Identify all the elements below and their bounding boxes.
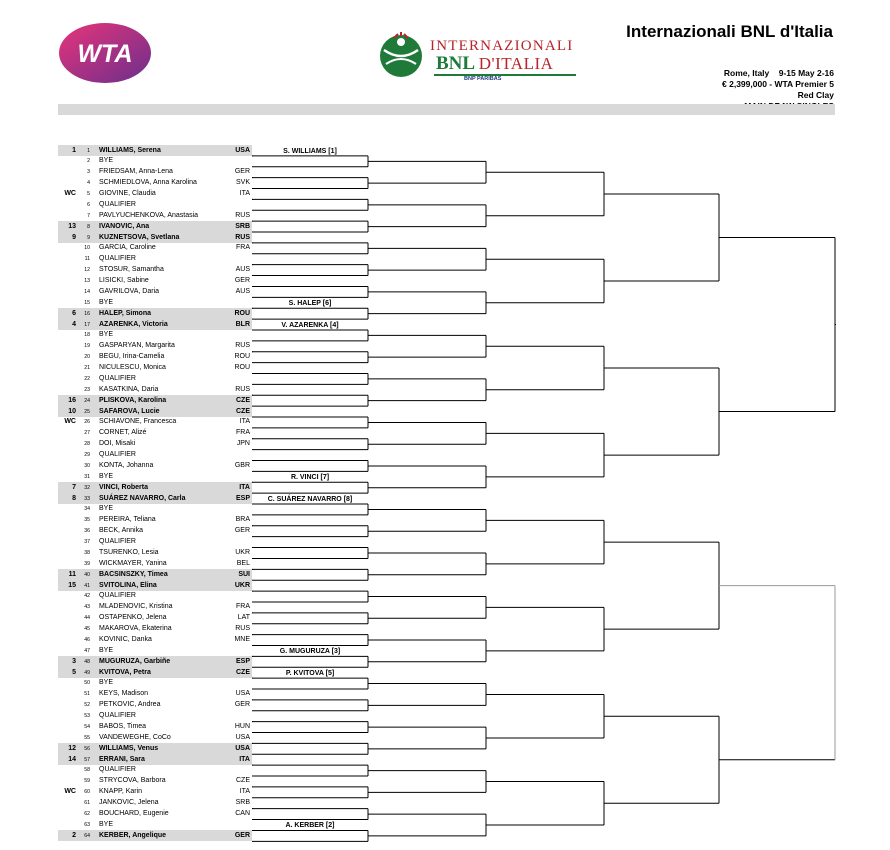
player-name: GARCIA, Caroline (99, 244, 156, 252)
player-name: QUALIFIER (99, 712, 136, 719)
player-name: BYE (99, 505, 114, 513)
player-country: CAN (235, 809, 250, 817)
player-draw-number: 48 (84, 658, 90, 665)
player-country: GBR (234, 461, 250, 469)
player-name: QUALIFIER (99, 255, 136, 263)
player-draw-number: 42 (84, 593, 90, 600)
round1-winner-label: G. MUGURUZA [3] (279, 648, 341, 656)
player-name: OSTAPENKO, Jelena (99, 614, 167, 622)
player-draw-number: 3 (87, 169, 90, 176)
player-name: TSURENKO, Lesia (99, 548, 159, 556)
wta-logo-text: WTA (77, 40, 133, 68)
player-draw-number: 28 (84, 441, 90, 448)
player-country: GER (234, 527, 250, 535)
location-dates: Rome, Italy 9-15 May 2-16 (723, 68, 834, 78)
player-draw-number: 23 (84, 386, 90, 393)
player-draw-number: 1 (87, 147, 90, 154)
player-name: MLADENOVIC, Kristina (99, 603, 173, 611)
player-country: USA (235, 146, 250, 154)
player-name: FRIEDSAM, Anna-Lena (99, 168, 173, 176)
prize-category: € 2,399,000 - WTA Premier 5 (722, 79, 834, 89)
player-draw-number: 52 (84, 702, 90, 709)
player-seed: 9 (72, 233, 76, 241)
player-draw-number: 8 (87, 223, 90, 230)
player-country: LAT (237, 614, 250, 622)
player-seed: 5 (72, 668, 76, 676)
player-draw-number: 38 (84, 549, 90, 556)
player-name: VINCI, Roberta (99, 483, 149, 491)
player-country: GER (234, 168, 250, 176)
player-name: BYE (99, 472, 114, 480)
player-country: ESP (235, 657, 250, 665)
player-name: BACSINSZKY, Timea (99, 570, 168, 578)
player-country: FRA (236, 429, 250, 437)
player-country: CZE (236, 396, 250, 404)
player-country: ESP (235, 494, 250, 502)
player-draw-number: 4 (87, 180, 90, 187)
player-draw-number: 13 (84, 278, 90, 284)
player-country: ITA (239, 788, 250, 796)
player-draw-number: 18 (84, 332, 90, 339)
player-seed: 2 (72, 831, 76, 839)
player-country: AUS (235, 266, 250, 274)
player-draw-number: 10 (84, 245, 90, 252)
player-name: BECK, Annika (99, 527, 143, 535)
player-draw-number: 64 (84, 832, 90, 839)
player-name: ERRANI, Sara (99, 755, 145, 763)
player-draw-number: 31 (84, 473, 90, 480)
player-name: SAFAROVA, Lucie (99, 407, 160, 415)
player-name: HALEP, Simona (99, 309, 151, 317)
player-country: SRB (235, 222, 250, 230)
player-name: WILLIAMS, Venus (99, 744, 159, 752)
round1-winner-label: A. KERBER [2] (285, 822, 335, 830)
player-draw-number: 36 (84, 528, 90, 535)
player-seed: 10 (68, 407, 76, 415)
surface: Red Clay (797, 90, 834, 100)
player-country: RUS (235, 342, 250, 350)
player-name: SUÁREZ NAVARRO, Carla (99, 494, 186, 502)
player-draw-number: 2 (87, 158, 90, 165)
player-country: RUS (235, 625, 250, 632)
player-draw-number: 6 (87, 201, 90, 208)
player-country: FRA (236, 244, 250, 252)
player-draw-number: 54 (84, 723, 90, 730)
player-country: GER (234, 831, 250, 839)
player-name: BYE (99, 820, 114, 828)
bnl-logo-italia: D'ITALIA (478, 54, 554, 73)
player-name: KNAPP, Karin (99, 788, 143, 796)
player-country: SRB (235, 799, 250, 806)
player-draw-number: 39 (84, 560, 90, 567)
player-draw-number: 45 (84, 626, 90, 632)
player-draw-number: 43 (84, 604, 90, 611)
player-name: KVITOVA, Petra (99, 668, 151, 676)
player-draw-number: 27 (84, 430, 90, 437)
round1-winner-label: V. AZARENKA [4] (281, 321, 339, 329)
player-draw-number: 51 (84, 691, 90, 698)
player-draw-number: 30 (84, 462, 90, 469)
player-country: ITA (239, 755, 250, 763)
player-draw-number: 49 (84, 669, 90, 676)
player-name: SCHMIEDLOVA, Anna Karolina (99, 179, 197, 187)
player-draw-number: 57 (84, 756, 90, 763)
player-name: GIOVINE, Claudia (99, 190, 156, 197)
player-name: BABOS, Timea (99, 722, 147, 730)
player-name: MAKAROVA, Ekaterina (99, 625, 172, 632)
player-country: RUS (235, 211, 250, 219)
player-country: ROU (234, 309, 250, 317)
player-draw-number: 40 (84, 571, 90, 578)
player-name: PLISKOVA, Karolina (99, 396, 167, 404)
player-country: SUI (238, 570, 250, 578)
player-draw-number: 55 (84, 734, 90, 741)
player-draw-number: 63 (84, 821, 90, 828)
player-name: BYE (99, 679, 114, 687)
player-name: BOUCHARD, Eugenie (99, 809, 169, 817)
player-country: UKR (234, 581, 250, 589)
player-draw-number: 53 (84, 713, 90, 719)
player-draw-number: 62 (84, 810, 90, 817)
player-name: STRYCOVA, Barbora (99, 777, 166, 785)
player-country: SVK (235, 179, 250, 187)
tournament-title: Internazionali BNL d'Italia (626, 22, 833, 41)
player-name: DOI, Misaki (99, 440, 136, 448)
player-country: CZE (236, 407, 250, 415)
player-country: USA (235, 733, 250, 741)
player-name: QUALIFIER (99, 451, 136, 458)
player-name: BYE (99, 646, 114, 654)
player-draw-number: 56 (84, 745, 90, 752)
player-draw-number: 20 (84, 354, 90, 361)
player-country: MNE (234, 635, 250, 643)
player-draw-number: 58 (84, 767, 90, 774)
player-draw-number: 44 (84, 615, 90, 622)
player-name: QUALIFIER (99, 538, 136, 545)
player-name: QUALIFIER (99, 766, 136, 774)
player-draw-number: 50 (84, 680, 90, 687)
bnl-logo-bnl: BNL (436, 53, 475, 74)
player-draw-number: 21 (84, 365, 90, 371)
player-country: BEL (236, 559, 250, 567)
player-name: KOVINIC, Danka (99, 635, 152, 643)
player-seed: 6 (72, 309, 76, 317)
player-seed: 14 (68, 755, 76, 763)
player-name: SCHIAVONE, Francesca (99, 418, 177, 426)
player-name: LISICKI, Sabine (99, 277, 149, 284)
player-country: USA (235, 690, 250, 698)
player-country: BLR (235, 320, 250, 328)
player-name: BYE (99, 157, 114, 165)
player-seed: 7 (72, 483, 76, 491)
player-draw-number: 61 (84, 800, 90, 806)
player-name: KEYS, Madison (99, 690, 149, 698)
player-draw-number: 5 (87, 191, 90, 197)
player-country: ROU (234, 353, 250, 361)
player-country: JPN (236, 440, 250, 448)
player-name: KONTA, Johanna (99, 461, 154, 469)
player-seed: 4 (72, 320, 76, 328)
player-name: QUALIFIER (99, 200, 136, 208)
player-seed: 16 (68, 396, 76, 404)
player-country: BRA (235, 516, 250, 524)
player-country: CZE (236, 668, 250, 676)
player-seed: 11 (68, 570, 76, 578)
player-name: GAVRILOVA, Daria (99, 287, 160, 295)
player-country: ITA (239, 418, 250, 426)
player-name: STOSUR, Samantha (99, 266, 164, 274)
player-name: KUZNETSOVA, Svetlana (99, 233, 180, 241)
player-seed: 3 (72, 657, 76, 665)
player-country: GER (234, 277, 250, 284)
player-draw-number: 35 (84, 517, 90, 524)
player-country: CZE (236, 777, 250, 785)
player-name: PETKOVIC, Andrea (99, 701, 161, 709)
round1-winner-label: C. SUÁREZ NAVARRO [8] (267, 496, 353, 504)
player-country: USA (235, 744, 250, 752)
player-draw-number: 47 (84, 647, 90, 654)
player-draw-number: 7 (87, 212, 90, 219)
player-name: GASPARYAN, Margarita (99, 342, 175, 350)
player-draw-number: 26 (84, 419, 90, 426)
bnl-logo-line1: INTERNAZIONALI (430, 38, 574, 54)
player-seed: 12 (68, 744, 76, 752)
player-country: UKR (235, 548, 250, 556)
player-seed: 15 (68, 581, 76, 589)
player-country: GER (234, 701, 250, 709)
player-name: MUGURUZA, Garbiñe (99, 657, 171, 665)
player-draw-number: 34 (84, 506, 90, 513)
player-seed: WC (64, 418, 76, 426)
player-draw-number: 46 (84, 636, 90, 643)
player-country: FRA (236, 603, 250, 611)
player-name: SVITOLINA, Elina (99, 581, 157, 589)
player-draw-number: 59 (84, 778, 90, 785)
player-name: KERBER, Angelique (99, 831, 167, 839)
player-name: QUALIFIER (99, 592, 136, 600)
player-name: PAVLYUCHENKOVA, Anastasia (99, 211, 199, 219)
player-draw-number: 60 (84, 789, 90, 796)
player-name: AZARENKA, Victoria (99, 320, 168, 328)
player-draw-number: 11 (84, 256, 90, 263)
player-seed: 13 (68, 222, 76, 230)
player-draw-number: 22 (84, 375, 90, 382)
player-name: PEREIRA, Teliana (99, 516, 156, 524)
player-seed: WC (64, 190, 76, 197)
player-draw-number: 25 (84, 408, 90, 415)
player-country: RUS (235, 233, 250, 241)
player-draw-number: 17 (84, 321, 90, 328)
player-seed: WC (64, 788, 76, 796)
player-draw-number: 9 (87, 234, 90, 241)
player-name: IVANOVIC, Ana (99, 222, 150, 230)
player-draw-number: 14 (84, 288, 90, 295)
player-name: KASATKINA, Daria (99, 385, 159, 393)
player-name: JANKOVIC, Jelena (99, 799, 159, 806)
player-draw-number: 29 (84, 452, 90, 458)
player-draw-number: 32 (84, 484, 90, 491)
round1-winner-label: S. HALEP [6] (288, 300, 332, 308)
round1-winner-label: S. WILLIAMS [1] (283, 147, 337, 155)
player-draw-number: 12 (84, 267, 90, 274)
player-name: NICULESCU, Monica (99, 364, 166, 371)
player-draw-number: 24 (84, 397, 90, 404)
player-country: ITA (239, 483, 250, 491)
player-draw-number: 15 (84, 299, 90, 306)
player-name: BYE (99, 298, 114, 306)
player-country: HUN (234, 722, 250, 730)
player-seed: 1 (72, 146, 76, 154)
player-name: BYE (99, 331, 114, 339)
player-name: VANDEWEGHE, CoCo (99, 733, 171, 741)
player-country: ITA (239, 190, 250, 197)
player-name: BEGU, Irina-Camelia (99, 353, 165, 361)
bnl-logo-sub: BNP PARIBAS (464, 76, 502, 82)
player-draw-number: 41 (84, 582, 90, 589)
player-seed: 8 (72, 494, 76, 502)
player-draw-number: 19 (84, 343, 90, 350)
player-country: RUS (235, 385, 250, 393)
player-name: WICKMAYER, Yanina (99, 559, 167, 567)
player-draw-number: 16 (84, 310, 90, 317)
player-name: CORNET, Alizé (99, 429, 147, 437)
player-draw-number: 33 (84, 495, 90, 502)
player-country: AUS (235, 287, 250, 295)
player-name: WILLIAMS, Serena (99, 146, 161, 154)
round1-winner-label: P. KVITOVA [5] (285, 670, 335, 678)
player-name: QUALIFIER (99, 374, 136, 382)
round1-winner-label: R. VINCI [7] (290, 474, 330, 482)
player-country: ROU (234, 364, 250, 371)
player-draw-number: 37 (84, 539, 90, 545)
